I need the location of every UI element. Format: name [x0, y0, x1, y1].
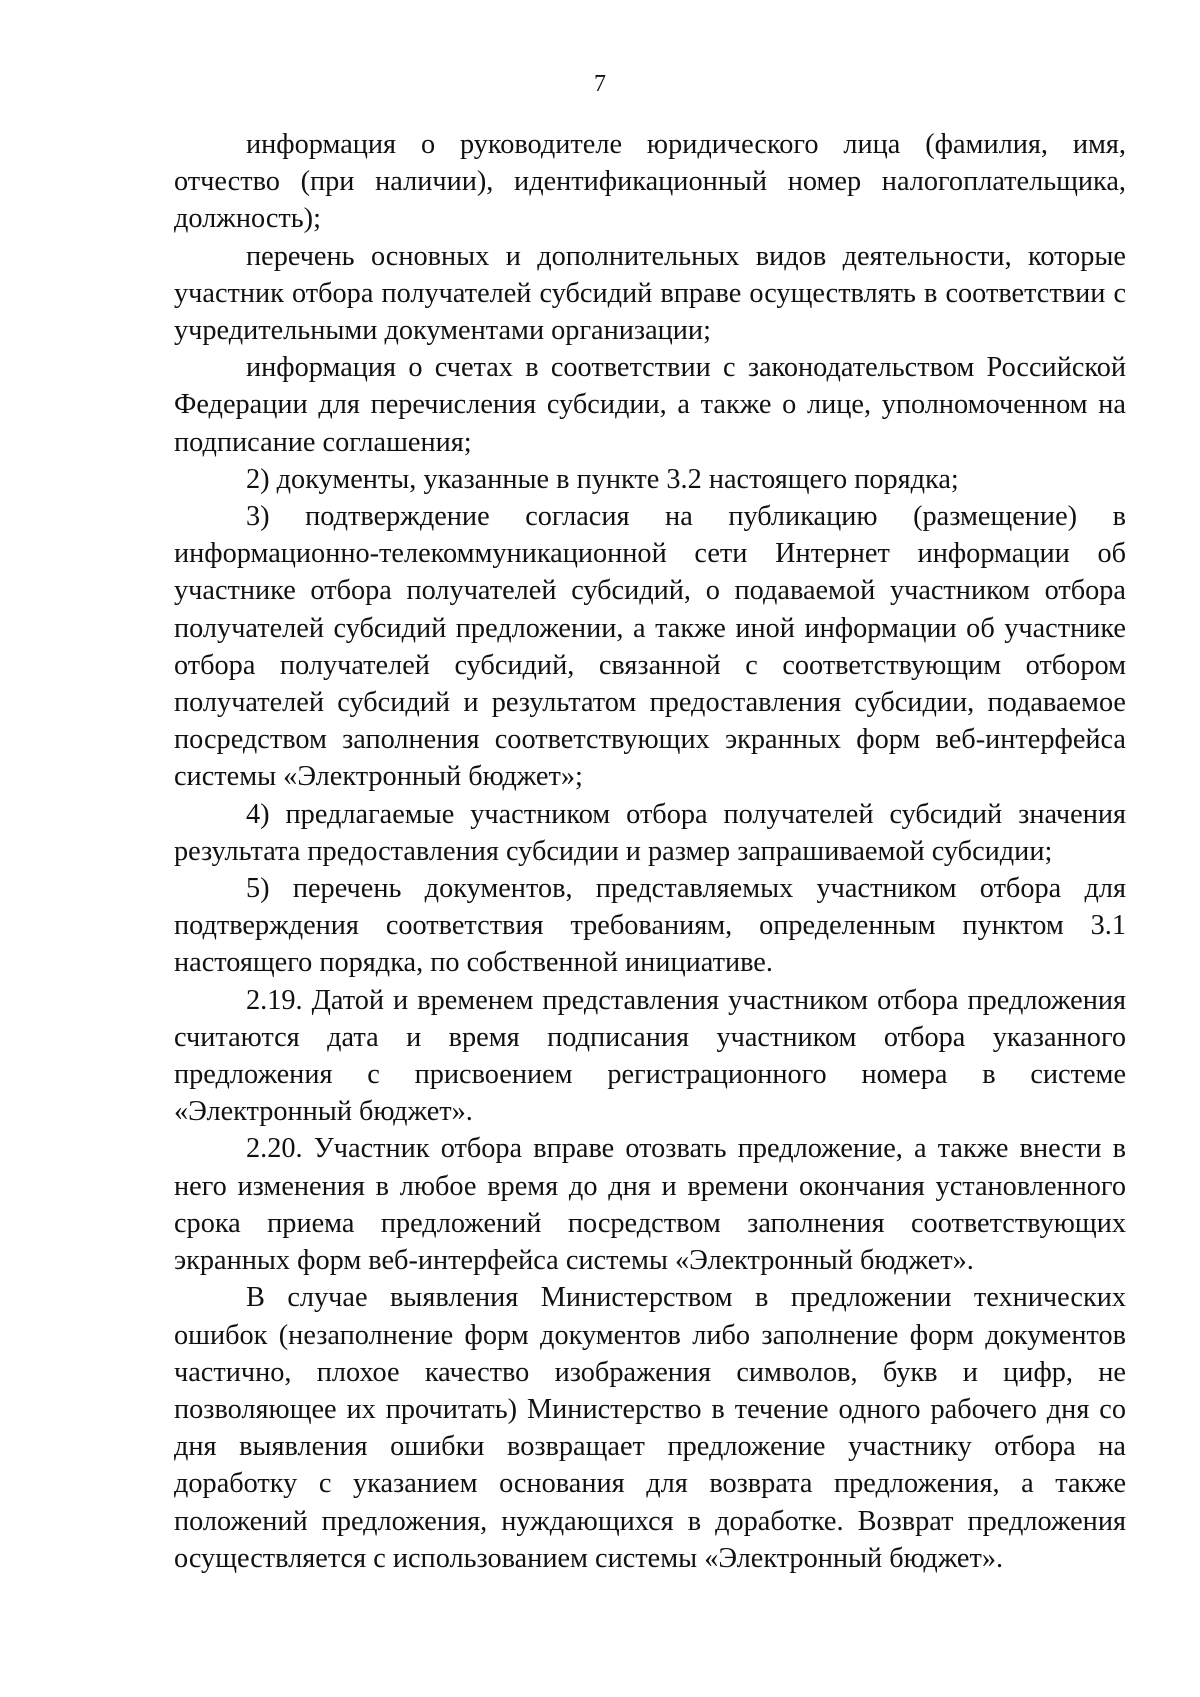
paragraph-head-info: информация о руководителе юридического лица (фамилия, имя, отчество (при наличии), идентификационный номер налогоплательщика, должность);: [174, 129, 1126, 235]
paragraph-item-5: 5) перечень документов, представляемых участником отбора для подтверждения соответствия требованиям, определенным пунктом 3.1 настоящего порядка, по собственной инициативе.: [174, 873, 1126, 979]
paragraph-item-3: 3) подтверждение согласия на публикацию (размещение) в информационно-телекоммуникационной сети Интернет информации об участнике отбора получателей субсидий, о подаваемой участником отбора получателей субсидий предложении, а также иной информации об участнике отбора получателей субсидий, связанной с соответствующим отбором получателей субсидий и результатом предоставления субсидии, подаваемое посредством заполнения соответствующих экранных форм веб-интерфейса системы «Электронный бюджет»;: [174, 501, 1126, 793]
paragraph-technical-errors: В случае выявления Министерством в предложении технических ошибок (незаполнение форм документов либо заполнение форм документов частично, плохое качество изображения символов, букв и цифр, не позволяющее их прочитать) Министерство в течение одного рабочего дня со дня выявления ошибки возвращает предложение участнику отбора на доработку с указанием основания для возврата предложения, а также положений предложения, нуждающихся в доработке. Возврат предложения осуществляется с использованием системы «Электронный бюджет».: [174, 1282, 1126, 1574]
paragraph-2-20: 2.20. Участник отбора вправе отозвать предложение, а также внести в него изменения в любое время до дня и времени окончания установленного срока приема предложений посредством заполнения соответствующих экранных форм веб-интерфейса системы «Электронный бюджет».: [174, 1133, 1126, 1277]
paragraph-accounts-info: информация о счетах в соответствии с законодательством Российской Федерации для перечисления субсидии, а также о лице, уполномоченном на подписание соглашения;: [174, 352, 1126, 458]
paragraph-item-2: 2) документы, указанные в пункте 3.2 настоящего порядка;: [246, 463, 959, 495]
document-body: [174, 126, 1126, 1577]
paragraph-activities-list: перечень основных и дополнительных видов деятельности, которые участник отбора получателей субсидий вправе осуществлять в соответствии с учредительными документами организации;: [174, 240, 1126, 347]
paragraph-item-4: 4) предлагаемые участником отбора получателей субсидий значения результата предоставления субсидии и размер запрашиваемой субсидии;: [174, 798, 1126, 867]
paragraph-2-19: 2.19. Датой и временем представления участником отбора предложения считаются дата и время подписания участником отбора указанного предложения с присвоением регистрационного номера в системе «Электронный бюджет».: [174, 984, 1126, 1128]
page-number: 7: [594, 71, 606, 97]
